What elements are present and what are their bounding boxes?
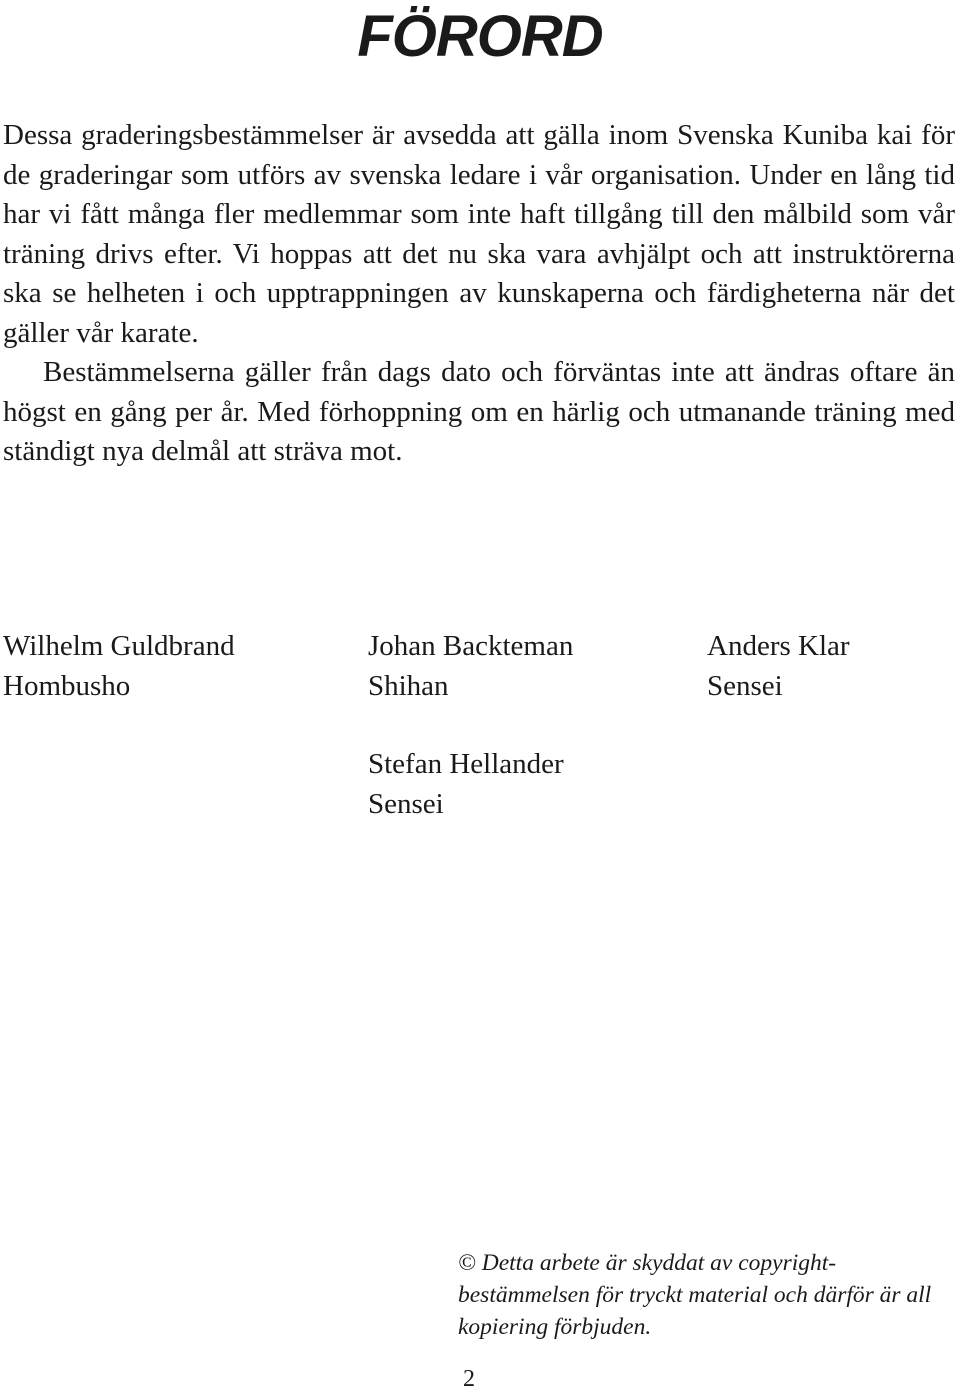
signature-block xyxy=(707,626,850,706)
signature-name: Stefan Hellander xyxy=(368,748,564,780)
signature-block xyxy=(368,626,573,706)
page-number: 2 xyxy=(463,1366,475,1392)
signature-block xyxy=(3,626,235,706)
signature-title: Sensei xyxy=(368,788,444,820)
paragraph-2: Bestämmelserna gäller från dags dato och förväntas inte att ändras oftare än högst en gång per år. Med förhoppning om en härlig och utmanande träning med ständigt nya delmål att sträva mot. xyxy=(3,356,955,467)
signature-name: Wilhelm Guldbrand xyxy=(3,630,235,662)
signature-block xyxy=(368,744,564,824)
foreword-text xyxy=(3,116,955,472)
signature-title: Hombusho xyxy=(3,670,131,702)
copyright-notice: © Detta arbete är skyddat av copyright-bestämmelsen för tryckt material och därför är all kopiering förbjuden. xyxy=(458,1250,932,1340)
paragraph-1: Dessa graderingsbestämmelser är avsedda att gälla inom Svenska Kuniba kai för de graderingar som utförs av svenska ledare i vår organisation. Under en lång tid har vi fått många fler medlemmar som inte haft tillgång till den målbild som vår träning drivs efter. Vi hoppas att det nu ska vara avhjälpt och att instruktörerna ska se helheten i och upptrappningen av kunskaperna och färdigheterna när det gäller vår karate. xyxy=(3,119,955,349)
signature-title: Shihan xyxy=(368,670,449,702)
signature-name: Johan Backteman xyxy=(368,630,574,662)
page-title: FÖRORD xyxy=(357,4,603,69)
signature-name: Anders Klar xyxy=(707,630,850,662)
signature-title: Sensei xyxy=(707,670,783,702)
